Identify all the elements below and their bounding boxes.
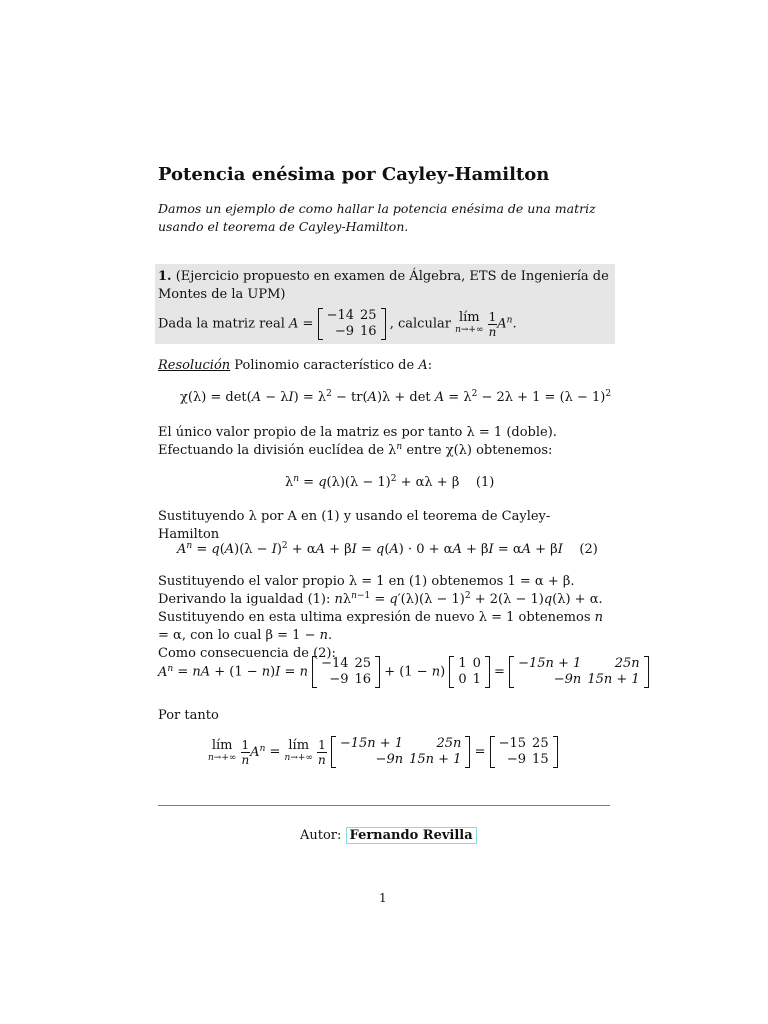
identity-matrix: 1 0 0 1 <box>449 656 490 688</box>
paragraph-derivation: Sustituyendo el valor propio λ = 1 en (1) obtenemos 1 = α + β. Derivando la igualdad (1): $n\lambda^{n-1} = q'(\lambda)(\lambda - 1)^2 + 2(\lambda - 1)q(\lambda) + \alpha$. Sustituyendo en esta ultima expresión de nuevo λ = 1 obtenemos n = α, con lo cual β = 1 − n. Como consecuencia de (2): <box>158 574 604 661</box>
abstract: Damos un ejemplo de como hallar la potencia enésima de una matriz usando el teorema de Cayley-Hamilton. <box>158 201 596 234</box>
matrix-cell: 16 <box>360 324 377 339</box>
matrix-cell: −9 <box>334 324 355 339</box>
por-tanto: Por tanto <box>158 708 219 723</box>
division-equation: $\lambda^n = q(\lambda)(\lambda - 1)^2 + \alpha\lambda + \beta$ (1) <box>285 474 495 490</box>
statement-start: Dada la matriz real <box>158 316 285 332</box>
matrix-cell: −14 <box>326 308 355 323</box>
cayley-hamilton-equation: $A^n = q(A)(\lambda - I)^2 + \alpha A + \beta I = q(A) \cdot 0 + \alpha A + \beta I = \alpha A + \beta I$ (2) <box>177 541 598 557</box>
intro-text: Polinomio característico de <box>234 358 415 373</box>
page-title: Potencia enésima por Cayley-Hamilton <box>158 164 550 185</box>
solution-intro: Resolución Polinomio característico de A: <box>158 358 433 373</box>
paragraph-substitution: Sustituyendo λ por A en (1) y usando el teorema de Cayley-Hamilton <box>158 509 551 542</box>
problem-source: (Ejercicio propuesto en examen de Álgebra, ETS de Ingeniería de Montes de la UPM) <box>158 269 609 302</box>
author-line <box>300 828 477 843</box>
paragraph-eigenvalue: El único valor propio de la matriz es por tanto λ = 1 (doble). Efectuando la división euclídea de $\lambda^n$ entre χ(λ) obtenemos: <box>158 425 557 458</box>
problem-statement: 1. (Ejercicio propuesto en examen de Álgebra, ETS de Ingeniería de Montes de la UPM) Dada la matriz real A = −14 25 −9 16 , calcular lím n→+∞ $\frac{1}{n}$ $A^n$. <box>158 269 609 339</box>
char-poly-equation: $\chi(\lambda) = \det(A - \lambda I) = \lambda^2 - tr(A)\lambda + \det A = \lambda^2 - 2\lambda + 1 = (\lambda - 1)^2$ <box>180 389 612 405</box>
author-label: Autor: <box>300 828 342 843</box>
limit-matrix: −15 25 −9 15 <box>490 736 558 768</box>
solution-heading: Resolución <box>158 358 231 373</box>
an-matrix: −15n + 1 25n −9n 15n + 1 <box>509 656 649 688</box>
page-number: 1 <box>379 891 387 905</box>
limit-equation: lím n→+∞ $\frac{1}{n}$ $A^n$ = lím n→+∞ $\frac{1}{n}$ −15n + 1 25n −9n 15n + 1 = −15 25 −9 15 <box>208 736 558 768</box>
problem-number: 1. <box>158 269 172 284</box>
an-matrix-limit: −15n + 1 25n −9n 15n + 1 <box>331 736 471 768</box>
matrix-a <box>318 308 386 340</box>
author-link[interactable]: Fernando Revilla <box>346 827 477 844</box>
matrix-cell: 25 <box>360 308 377 323</box>
power-equation: $A^n$ = nA + (1 − n)I = n −14 25 −9 16 + (1 − n) 1 0 0 1 = −15n + 1 25n −9n 15n + 1 <box>158 656 649 688</box>
divider-rule <box>158 805 610 806</box>
statement-mid: , calcular <box>389 316 451 332</box>
matrix-a-inline: −14 25 −9 16 <box>312 656 380 688</box>
